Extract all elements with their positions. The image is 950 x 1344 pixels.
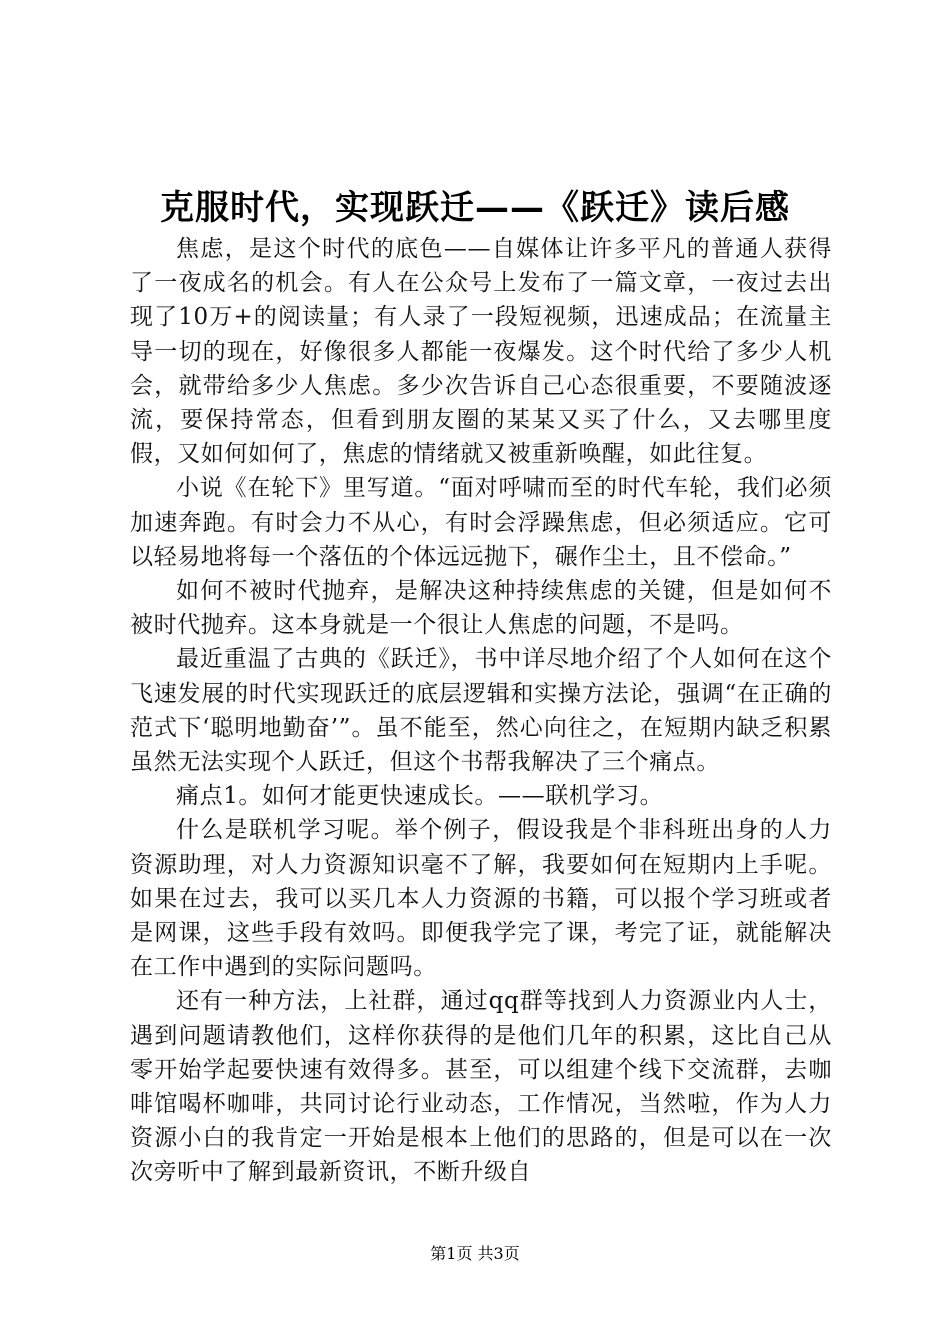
paragraph: 还有一种方法，上社群，通过qq群等找到人力资源业内人士，遇到问题请教他们，这样你获得的是他们几年的积累，这比自己从零开始学起要快速有效得多。甚至，可以组建个线下交流群，去咖啡馆喝杯咖啡，共同讨论行业动态，工作情况，当然啦，作为人力资源小白的我肯定一开始是根本上他们的思路的，但是可以在一次次旁听中了解到最新资讯，不断升级自 [130,988,832,1186]
paragraph: 焦虑，是这个时代的底色——自媒体让许多平凡的普通人获得了一夜成名的机会。有人在公众号上发布了一篇文章，一夜过去出现了10万+的阅读量；有人录了一段短视频，迅速成品；在流量主导一切的现在，好像很多人都能一夜爆发。这个时代给了多少人机会，就带给多少人焦虑。多少次告诉自己心态很重要，不要随波逐流，要保持常态，但看到朋友圈的某某又买了什么，又去哪里度假，又如何如何了，焦虑的情绪就又被重新唤醒，如此往复。 [130,236,832,468]
page-title: 克服时代，实现跃迁——《跃迁》读后感 [160,188,790,228]
document-body [130,232,832,1190]
paragraph: 痛点1。如何才能更快速成长。——联机学习。 [176,783,664,810]
paragraph: 如何不被时代抛弃，是解决这种持续焦虑的关键，但是如何不被时代抛弃。这本身就是一个很让人焦虑的问题，不是吗。 [130,578,832,639]
paragraph: 什么是联机学习呢。举个例子，假设我是个非科班出身的人力资源助理，对人力资源知识毫不了解，我要如何在短期内上手呢。如果在过去，我可以买几本人力资源的书籍，可以报个学习班或者是网课，这些手段有效吗。即便我学完了课，考完了证，就能解决在工作中遇到的实际问题吗。 [130,817,832,981]
paragraph: 最近重温了古典的《跃迁》，书中详尽地介绍了个人如何在这个飞速发展的时代实现跃迁的底层逻辑和实操方法论，强调“在正确的范式下‘聪明地勤奋’”。虽不能至，然心向往之，在短期内缺乏积累虽然无法实现个人跃迁，但这个书帮我解决了三个痛点。 [130,646,832,776]
paragraph: 小说《在轮下》里写道。“面对呼啸而至的时代车轮，我们必须加速奔跑。有时会力不从心，有时会浮躁焦虑，但必须适应。它可以轻易地将每一个落伍的个体远远抛下，碾作尘土，且不偿命。” [130,475,832,570]
page-number: 第1页 共3页 [430,1244,520,1263]
